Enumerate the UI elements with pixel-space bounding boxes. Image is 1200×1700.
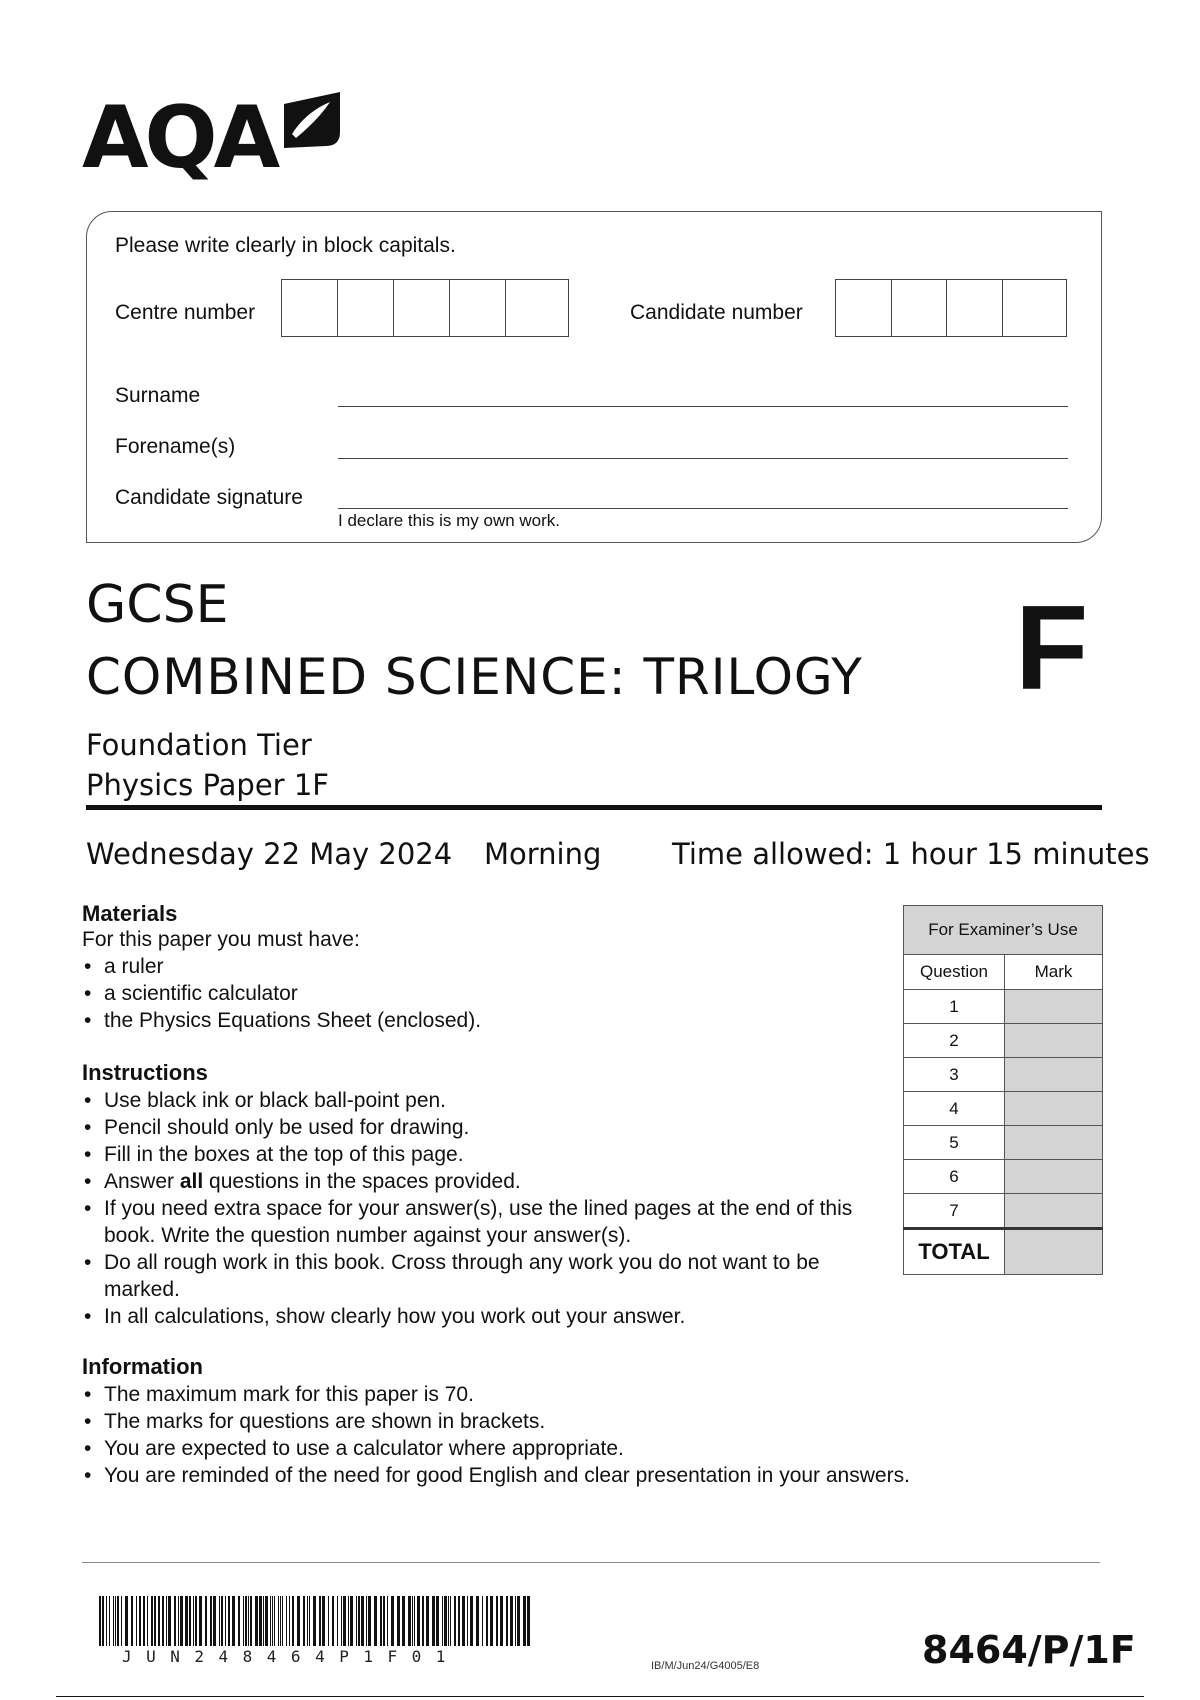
candidate-number-label: Candidate number bbox=[630, 301, 803, 324]
barcode-bar bbox=[292, 1596, 294, 1646]
barcode-bar bbox=[289, 1596, 290, 1646]
table-row bbox=[904, 1160, 1103, 1194]
barcode-bar bbox=[248, 1596, 249, 1646]
forenames-field[interactable] bbox=[338, 458, 1068, 459]
paper-name: Physics Paper 1F bbox=[86, 768, 329, 802]
barcode-bar bbox=[361, 1596, 364, 1646]
barcode-bar bbox=[189, 1596, 191, 1646]
materials-heading: Materials bbox=[82, 901, 178, 926]
barcode-bar bbox=[272, 1596, 273, 1646]
information-list bbox=[82, 1381, 982, 1489]
barcode-bar bbox=[444, 1596, 447, 1646]
barcode-bar bbox=[397, 1596, 400, 1646]
barcode-bar bbox=[147, 1596, 148, 1646]
barcode-bar bbox=[158, 1596, 160, 1646]
question-column-header: Question bbox=[904, 955, 1005, 990]
barcode-bar bbox=[263, 1596, 264, 1646]
barcode-bar bbox=[341, 1596, 342, 1646]
barcode-bar bbox=[282, 1596, 283, 1646]
centre-digit-box[interactable] bbox=[394, 280, 450, 336]
barcode-bar bbox=[274, 1596, 275, 1646]
barcode-bar bbox=[221, 1596, 223, 1646]
barcode-bar bbox=[332, 1596, 334, 1646]
barcode-bar bbox=[174, 1596, 176, 1646]
centre-digit-box[interactable] bbox=[450, 280, 506, 336]
barcode-bar bbox=[151, 1596, 153, 1646]
barcode-bar bbox=[500, 1596, 503, 1646]
barcode-bar bbox=[228, 1596, 230, 1646]
barcode-bar bbox=[490, 1596, 493, 1646]
barcode-bar bbox=[322, 1596, 325, 1646]
barcode-bar bbox=[178, 1596, 179, 1646]
barcode-bar bbox=[467, 1596, 468, 1646]
barcode-text: JUN248464P1F01 bbox=[122, 1647, 460, 1666]
aqa-logo bbox=[82, 88, 362, 188]
barcode-bar bbox=[356, 1596, 357, 1646]
question-number: 7 bbox=[904, 1194, 1005, 1229]
total-row bbox=[904, 1229, 1103, 1275]
barcode-bar bbox=[523, 1596, 526, 1646]
examiner-use-table bbox=[903, 905, 1103, 1275]
mark-cell bbox=[1005, 990, 1103, 1024]
barcode-bar bbox=[506, 1596, 508, 1646]
barcode-bar bbox=[166, 1596, 167, 1646]
question-number: 2 bbox=[904, 1024, 1005, 1058]
question-number: 3 bbox=[904, 1058, 1005, 1092]
barcode-bar bbox=[527, 1596, 530, 1646]
barcode-bar bbox=[368, 1596, 371, 1646]
list-item: • the Physics Equations Sheet (enclosed). bbox=[82, 1007, 882, 1034]
mark-cell bbox=[1005, 1092, 1103, 1126]
barcode-bar bbox=[391, 1596, 394, 1646]
barcode-bar bbox=[442, 1596, 443, 1646]
table-row bbox=[904, 1126, 1103, 1160]
centre-digit-box[interactable] bbox=[338, 280, 394, 336]
materials-intro: For this paper you must have: bbox=[82, 928, 360, 951]
title-divider bbox=[86, 805, 1102, 810]
barcode-bar bbox=[131, 1596, 133, 1646]
list-item: • Use black ink or black ball-point pen. bbox=[82, 1087, 872, 1114]
barcode-bar bbox=[286, 1596, 287, 1646]
barcode-bar bbox=[482, 1596, 483, 1646]
barcode-bar bbox=[106, 1596, 107, 1646]
barcode-bar bbox=[180, 1596, 183, 1646]
barcode-bar bbox=[265, 1596, 268, 1646]
barcode-bar bbox=[238, 1596, 240, 1646]
mark-cell bbox=[1005, 1058, 1103, 1092]
barcode-bar bbox=[374, 1596, 377, 1646]
list-item: • In all calculations, show clearly how you work out your answer. bbox=[82, 1303, 872, 1330]
logo-wordmark: AQA bbox=[82, 88, 277, 188]
candidate-number-boxes[interactable] bbox=[835, 279, 1067, 337]
table-row bbox=[904, 1194, 1103, 1229]
barcode-bar bbox=[417, 1596, 420, 1646]
leaf-icon bbox=[282, 90, 342, 150]
table-row bbox=[904, 1024, 1103, 1058]
candidate-digit-box[interactable] bbox=[947, 280, 1003, 336]
surname-field[interactable] bbox=[338, 406, 1068, 407]
barcode-bar bbox=[313, 1596, 316, 1646]
barcode-bar bbox=[250, 1596, 252, 1646]
barcode-bar bbox=[343, 1596, 346, 1646]
barcode-bar bbox=[115, 1596, 116, 1646]
barcode-bar bbox=[366, 1596, 367, 1646]
barcode-bar bbox=[422, 1596, 424, 1646]
question-number: 1 bbox=[904, 990, 1005, 1024]
barcode-bar bbox=[476, 1596, 479, 1646]
barcode-bar bbox=[402, 1596, 405, 1646]
barcode bbox=[97, 1596, 537, 1646]
table-row bbox=[904, 1092, 1103, 1126]
list-item: • Do all rough work in this book. Cross through any work you do not want to be marked. bbox=[82, 1249, 872, 1303]
list-item: • The marks for questions are shown in brackets. bbox=[82, 1408, 982, 1435]
barcode-bar bbox=[462, 1596, 465, 1646]
barcode-bar bbox=[408, 1596, 411, 1646]
list-item: • a ruler bbox=[82, 953, 882, 980]
barcode-bar bbox=[117, 1596, 119, 1646]
instructions-list bbox=[82, 1087, 872, 1330]
barcode-bar bbox=[213, 1596, 216, 1646]
candidate-digit-box[interactable] bbox=[892, 280, 948, 336]
mark-column-header: Mark bbox=[1005, 955, 1103, 990]
barcode-bar bbox=[307, 1596, 308, 1646]
barcode-bar bbox=[470, 1596, 473, 1646]
barcode-bar bbox=[205, 1596, 207, 1646]
barcode-bar bbox=[432, 1596, 435, 1646]
barcode-bar bbox=[348, 1596, 349, 1646]
candidate-details-box bbox=[86, 211, 1102, 543]
barcode-bar bbox=[125, 1596, 128, 1646]
paper-reference: IB/M/Jun24/G4005/E8 bbox=[651, 1660, 760, 1672]
list-item: • You are expected to use a calculator where appropriate. bbox=[82, 1435, 982, 1462]
barcode-bar bbox=[309, 1596, 310, 1646]
mark-cell bbox=[1005, 1126, 1103, 1160]
examiner-table-title: For Examiner’s Use bbox=[904, 906, 1103, 955]
barcode-bar bbox=[358, 1596, 360, 1646]
barcode-bar bbox=[270, 1596, 271, 1646]
barcode-bar bbox=[337, 1596, 338, 1646]
mark-cell bbox=[1005, 1160, 1103, 1194]
barcode-bar bbox=[303, 1596, 305, 1646]
barcode-bar bbox=[458, 1596, 460, 1646]
barcode-bar bbox=[496, 1596, 498, 1646]
qualification-title: GCSE bbox=[86, 575, 229, 635]
barcode-bar bbox=[109, 1596, 110, 1646]
barcode-bar bbox=[259, 1596, 262, 1646]
centre-digit-box[interactable] bbox=[506, 280, 568, 336]
subject-title: COMBINED SCIENCE: TRILOGY bbox=[86, 648, 863, 706]
list-item: • The maximum mark for this paper is 70. bbox=[82, 1381, 982, 1408]
barcode-bar bbox=[232, 1596, 235, 1646]
declaration-text: I declare this is my own work. bbox=[338, 511, 561, 530]
candidate-digit-box[interactable] bbox=[1003, 280, 1066, 336]
barcode-bar bbox=[210, 1596, 212, 1646]
barcode-bar bbox=[168, 1596, 171, 1646]
question-number: 4 bbox=[904, 1092, 1005, 1126]
list-item: • a scientific calculator bbox=[82, 980, 882, 1007]
exam-date: Wednesday 22 May 2024 bbox=[86, 837, 453, 871]
barcode-bar bbox=[99, 1596, 101, 1646]
centre-number-label: Centre number bbox=[115, 301, 256, 324]
barcode-bar bbox=[278, 1596, 279, 1646]
barcode-bar bbox=[426, 1596, 429, 1646]
bottom-rule bbox=[56, 1696, 1144, 1697]
candidate-digit-box[interactable] bbox=[836, 280, 892, 336]
barcode-bar bbox=[154, 1596, 156, 1646]
barcode-bar bbox=[243, 1596, 244, 1646]
block-capitals-instruction: Please write clearly in block capitals. bbox=[115, 234, 456, 257]
list-item: • You are reminded of the need for good English and clear presentation in your answers. bbox=[82, 1462, 982, 1489]
barcode-bar bbox=[350, 1596, 353, 1646]
time-allowed: Time allowed: 1 hour 15 minutes bbox=[672, 837, 1150, 871]
barcode-bar bbox=[280, 1596, 281, 1646]
information-heading: Information bbox=[82, 1354, 203, 1379]
barcode-bar bbox=[387, 1596, 388, 1646]
centre-digit-box[interactable] bbox=[282, 280, 338, 336]
tier-letter: F bbox=[1015, 581, 1089, 715]
barcode-bar bbox=[448, 1596, 449, 1646]
barcode-bar bbox=[185, 1596, 188, 1646]
barcode-bar bbox=[380, 1596, 382, 1646]
barcode-bar bbox=[162, 1596, 164, 1646]
instructions-heading: Instructions bbox=[82, 1060, 208, 1085]
barcode-bar bbox=[199, 1596, 202, 1646]
barcode-bar bbox=[219, 1596, 220, 1646]
barcode-bar bbox=[436, 1596, 439, 1646]
barcode-bar bbox=[225, 1596, 226, 1646]
barcode-bar bbox=[517, 1596, 520, 1646]
footer-divider bbox=[82, 1562, 1100, 1563]
mark-cell bbox=[1005, 1194, 1103, 1229]
barcode-bar bbox=[328, 1596, 329, 1646]
barcode-bar bbox=[255, 1596, 258, 1646]
table-row bbox=[904, 1058, 1103, 1092]
forenames-label: Forename(s) bbox=[115, 435, 236, 458]
barcode-bar bbox=[245, 1596, 247, 1646]
barcode-bar bbox=[383, 1596, 385, 1646]
surname-label: Surname bbox=[115, 384, 201, 407]
question-number: 6 bbox=[904, 1160, 1005, 1194]
barcode-bar bbox=[139, 1596, 141, 1646]
barcode-bar bbox=[195, 1596, 197, 1646]
question-number: 5 bbox=[904, 1126, 1005, 1160]
signature-label: Candidate signature bbox=[115, 486, 303, 509]
barcode-bar bbox=[297, 1596, 300, 1646]
barcode-bar bbox=[102, 1596, 104, 1646]
tier-name: Foundation Tier bbox=[86, 728, 312, 762]
exam-session: Morning bbox=[484, 837, 602, 871]
barcode-bar bbox=[193, 1596, 194, 1646]
barcode-bar bbox=[454, 1596, 456, 1646]
barcode-bar bbox=[450, 1596, 451, 1646]
barcode-bar bbox=[414, 1596, 415, 1646]
list-item: • Answer all questions in the spaces provided. bbox=[82, 1168, 872, 1195]
barcode-bar bbox=[113, 1596, 114, 1646]
barcode-bar bbox=[486, 1596, 488, 1646]
total-mark-cell bbox=[1005, 1229, 1103, 1275]
paper-code: 8464/P/1F bbox=[922, 1628, 1136, 1672]
list-item: • If you need extra space for your answer(s), use the lined pages at the end of this book. Write the question number against your answer(s). bbox=[82, 1195, 872, 1249]
mark-cell bbox=[1005, 1024, 1103, 1058]
barcode-bar bbox=[143, 1596, 145, 1646]
list-item: • Fill in the boxes at the top of this page. bbox=[82, 1141, 872, 1168]
table-row bbox=[904, 990, 1103, 1024]
materials-list bbox=[82, 953, 882, 1034]
barcode-bar bbox=[121, 1596, 122, 1646]
centre-number-boxes[interactable] bbox=[281, 279, 569, 337]
barcode-bar bbox=[412, 1596, 413, 1646]
list-item: • Pencil should only be used for drawing. bbox=[82, 1114, 872, 1141]
total-label: TOTAL bbox=[904, 1229, 1005, 1275]
barcode-bar bbox=[510, 1596, 513, 1646]
signature-field[interactable] bbox=[338, 508, 1068, 509]
barcode-bar bbox=[319, 1596, 321, 1646]
barcode-bar bbox=[515, 1596, 516, 1646]
barcode-bar bbox=[136, 1596, 137, 1646]
